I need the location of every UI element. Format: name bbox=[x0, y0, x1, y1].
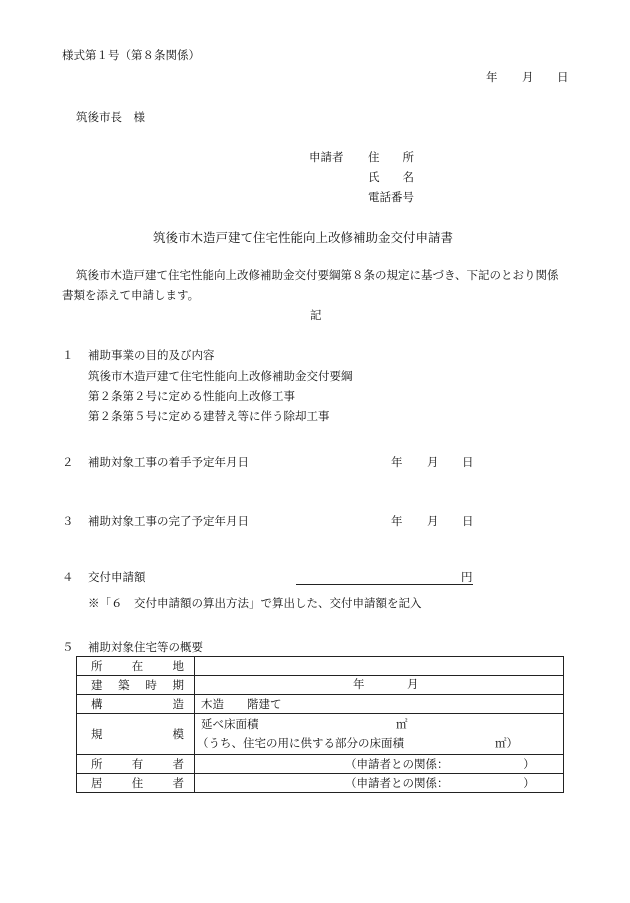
section-1-line-1: 筑後市木造戸建て住宅性能向上改修補助金交付要綱 bbox=[88, 369, 353, 383]
table-row-scale bbox=[77, 714, 564, 755]
section-4-unit: 円 bbox=[461, 570, 473, 584]
floor-area-label: 延べ床面積 bbox=[201, 717, 259, 731]
built-year: 年 bbox=[353, 677, 365, 691]
scale-value bbox=[195, 714, 564, 755]
section-1-heading: 補助事業の目的及び内容 bbox=[88, 348, 215, 362]
section-5-heading: 補助対象住宅等の概要 bbox=[88, 640, 203, 654]
section-3-day: 日 bbox=[462, 514, 474, 528]
section-1-line-3: 第２条第５号に定める建替え等に伴う除却工事 bbox=[88, 409, 330, 423]
section-2-number: ２ bbox=[62, 455, 74, 469]
section-3-year: 年 bbox=[391, 514, 403, 528]
section-3-month: 月 bbox=[427, 514, 439, 528]
section-3-heading: 補助対象工事の完了予定年月日 bbox=[88, 514, 249, 528]
phone-label: 電話番号 bbox=[368, 190, 414, 204]
section-2-year: 年 bbox=[391, 455, 403, 469]
section-4-heading: 交付申請額 bbox=[88, 570, 146, 584]
structure-value: 木造 階建て bbox=[195, 695, 564, 714]
table-row-resident bbox=[77, 774, 564, 793]
property-table bbox=[76, 656, 564, 793]
table-row-location bbox=[77, 657, 564, 676]
section-2-day: 日 bbox=[462, 455, 474, 469]
section-4-number: ４ bbox=[62, 570, 74, 584]
built-label: 建築時期 bbox=[77, 676, 195, 695]
residential-area-unit: ㎡） bbox=[495, 736, 518, 750]
intro-line-1: 筑後市木造戸建て住宅性能向上改修補助金交付要綱第８条の規定に基づき、下記のとおり関係 bbox=[76, 268, 559, 282]
amount-underline bbox=[296, 584, 473, 585]
section-2-month: 月 bbox=[427, 455, 439, 469]
scale-label: 規模 bbox=[77, 714, 195, 755]
location-value bbox=[195, 657, 564, 676]
address-label: 住 所 bbox=[368, 150, 414, 164]
residential-area-label: （うち、住宅の用に供する部分の床面積 bbox=[197, 736, 404, 750]
structure-label: 構造 bbox=[77, 695, 195, 714]
floor-area-unit: ㎡ bbox=[396, 717, 408, 731]
date-day-label: 日 bbox=[557, 70, 569, 84]
document-title: 筑後市木造戸建て住宅性能向上改修補助金交付申請書 bbox=[153, 230, 454, 245]
section-4-note: ※「６ 交付申請額の算出方法」で算出した、交付申請額を記入 bbox=[88, 596, 422, 610]
built-value bbox=[195, 676, 564, 695]
owner-label: 所有者 bbox=[77, 755, 195, 774]
section-5-number: ５ bbox=[62, 640, 74, 654]
form-number: 様式第１号（第８条関係） bbox=[62, 48, 200, 62]
section-1-line-2: 第２条第２号に定める性能向上改修工事 bbox=[88, 389, 295, 403]
addressee: 筑後市長 様 bbox=[76, 110, 145, 124]
date-month-label: 月 bbox=[522, 70, 534, 84]
resident-label: 居住者 bbox=[77, 774, 195, 793]
section-1-number: １ bbox=[62, 348, 74, 362]
date-year-label: 年 bbox=[486, 70, 498, 84]
table-row-built bbox=[77, 676, 564, 695]
owner-value: （申請者との関係： ） bbox=[195, 755, 564, 774]
section-3-number: ３ bbox=[62, 514, 74, 528]
built-month: 月 bbox=[407, 677, 419, 691]
intro-line-2: 書類を添えて申請します。 bbox=[62, 288, 200, 302]
table-row-owner bbox=[77, 755, 564, 774]
resident-value: （申請者との関係： ） bbox=[195, 774, 564, 793]
location-label: 所在地 bbox=[77, 657, 195, 676]
name-label: 氏 名 bbox=[368, 170, 414, 184]
applicant-label: 申請者 bbox=[309, 150, 344, 164]
ki-heading: 記 bbox=[310, 308, 322, 322]
section-2-heading: 補助対象工事の着手予定年月日 bbox=[88, 455, 249, 469]
table-row-structure bbox=[77, 695, 564, 714]
